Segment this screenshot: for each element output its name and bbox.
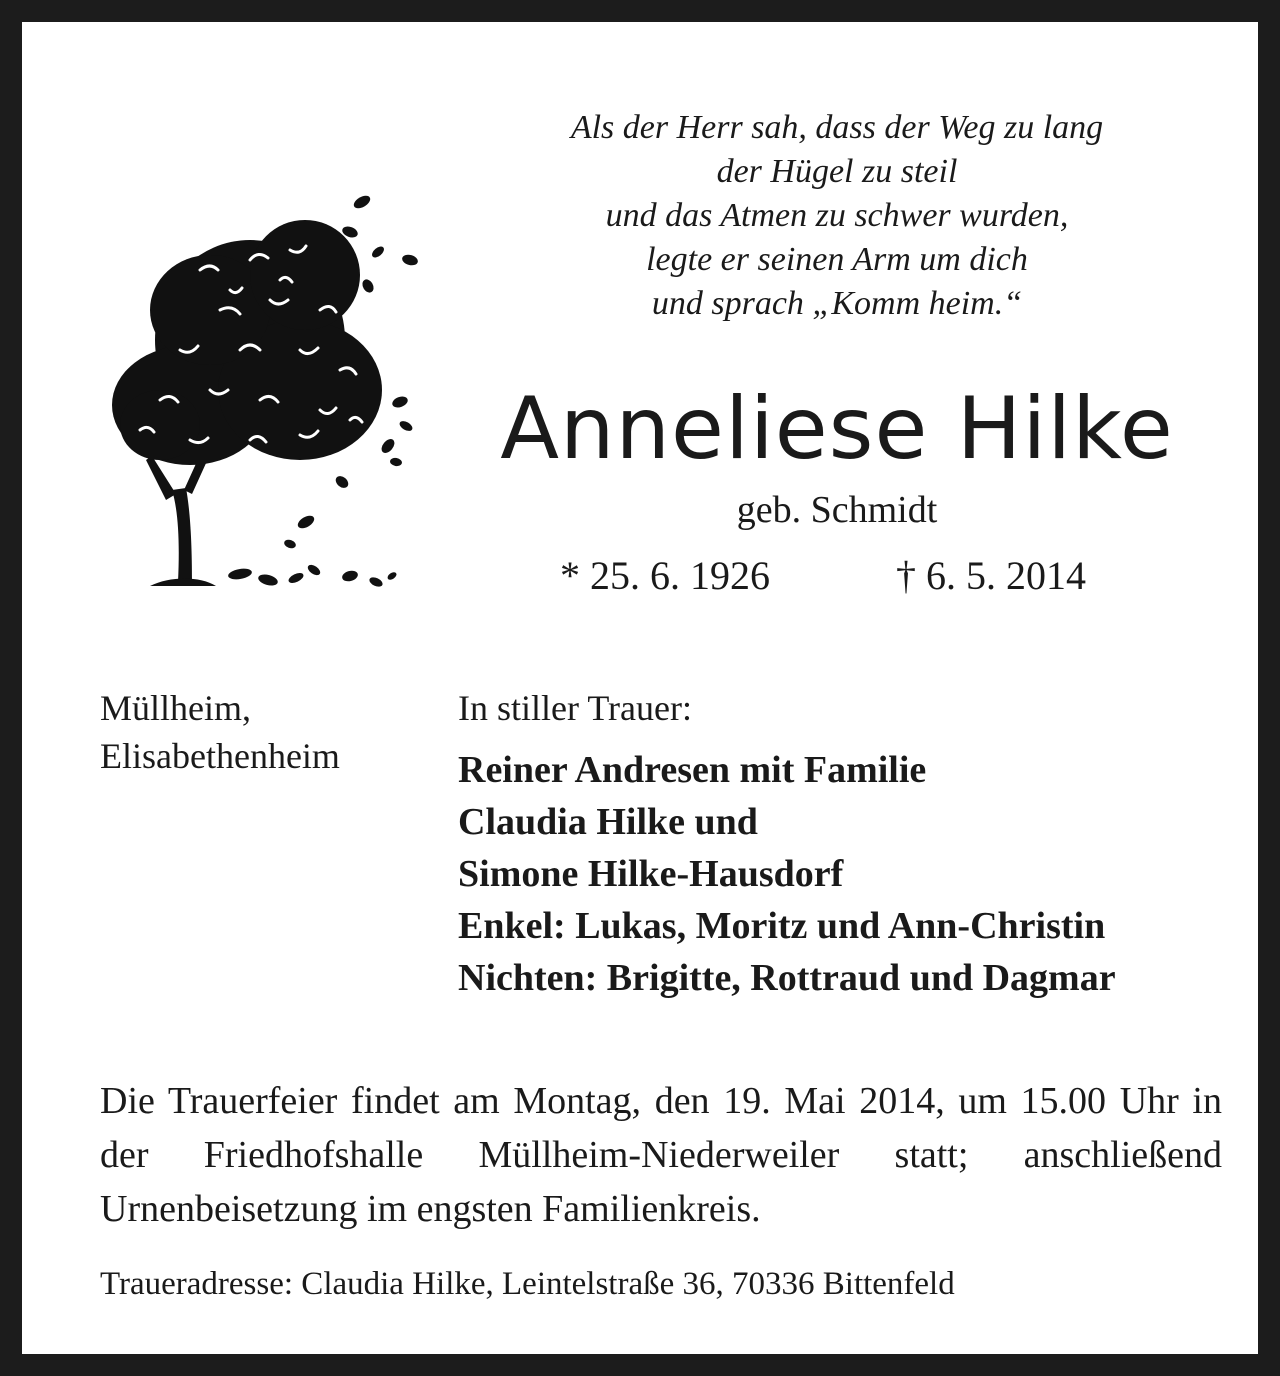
mourning-heading: In stiller Trauer: [458,688,692,728]
mourner-line: Simone Hilke-Hausdorf [458,853,844,895]
poem-line: und das Atmen zu schwer wurden, [605,197,1069,234]
mourning-address: Traueradresse: Claudia Hilke, Leintelstraße 36, 70336 Bittenfeld [100,1266,955,1302]
place-of-death [100,684,340,780]
birth-date: * 25. 6. 1926 [560,553,770,598]
place-line: Elisabethenheim [100,736,340,776]
windblown-tree-icon [100,190,430,600]
maiden-name: geb. Schmidt [736,489,938,531]
poem-line: legte er seinen Arm um dich [646,241,1028,278]
funeral-notice: Die Trauerfeier findet am Montag, den 19. Mai 2014, um 15.00 Uhr in der Friedhofshalle Müllheim-Niederweiler statt; anschließend Urnenbeisetzung im engsten Familienkreis. [100,1080,1222,1230]
death-date: † 6. 5. 2014 [896,553,1086,598]
deceased-name: Anneliese Hilke [500,379,1174,479]
poem [462,106,1212,326]
mourner-line: Claudia Hilke und [458,801,758,843]
poem-line: der Hügel zu steil [716,153,958,190]
poem-line: und sprach „Komm heim.“ [651,285,1023,322]
mourner-line: Reiner Andresen mit Familie [458,749,927,791]
mourners-list [458,744,1116,1004]
mourner-line: Enkel: Lukas, Moritz und Ann-Christin [458,905,1106,947]
place-line: Müllheim, [100,688,251,728]
poem-line: Als der Herr sah, dass der Weg zu lang [570,109,1104,146]
mourner-line: Nichten: Brigitte, Rottraud und Dagmar [458,957,1116,999]
